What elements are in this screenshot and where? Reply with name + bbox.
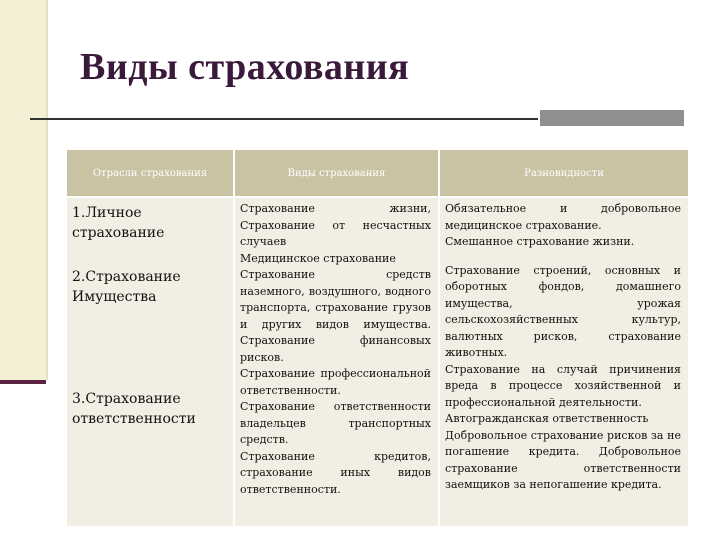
type-credit: Страхование кредитов, страхование иных видов ответственности.	[240, 449, 431, 496]
category-liability: 3.Страхование ответственности	[72, 391, 196, 427]
types-cell	[234, 197, 439, 527]
decorative-side-stripe	[46, 0, 48, 380]
slide-title: Виды страхования	[80, 46, 410, 88]
type-property: Страхование средств наземного, воздушного, водного транспорта, страхование грузов и других видов имущества. Страхование финансовых рисков.	[240, 268, 431, 364]
category-property: 2.Страхование Имущества	[72, 269, 181, 305]
variant-property: Страхование строений, основных и оборотных фондов, домашнего имущества, урожая сельскохозяйственных культур, валютных рисков, страхование животных.	[445, 263, 681, 359]
type-medical: Медицинское страхование	[240, 251, 396, 265]
variant-medical: Обязательное и добровольное медицинское страхование.	[445, 202, 681, 232]
variant-credit: Добровольное страхование рисков за не погашение кредита. Добровольное страхование ответственности заемщиков за непогашение кредита.	[445, 428, 681, 491]
type-vehicle-owners: Страхование ответственности владельцев транспортных средств.	[240, 400, 431, 446]
type-professional: Страхование профессиональной ответственности.	[240, 367, 431, 397]
header-variants: Разновидности	[439, 149, 689, 197]
title-accent-bar	[540, 110, 684, 126]
decorative-side-accent	[0, 380, 46, 384]
categories-cell	[66, 197, 234, 527]
type-life-accident: Страхование жизни, Страхование от несчастных случаев	[240, 202, 431, 248]
variant-harm: Страхование на случай причинения вреда в процессе хозяйственной и профессиональной деятельности.	[445, 362, 681, 409]
decorative-side-bar	[0, 0, 46, 380]
insurance-types-table	[65, 148, 690, 528]
category-personal: 1.Личное страхование	[72, 205, 165, 241]
header-types: Виды страхования	[234, 149, 439, 197]
table-header-row	[66, 149, 689, 197]
variant-mixed-life: Смешанное страхование жизни.	[445, 235, 635, 248]
table-row	[66, 197, 689, 527]
variant-motor-liability: Автогражданская ответственность	[445, 412, 649, 425]
variants-cell	[439, 197, 689, 527]
header-branches: Отрасли страхования	[66, 149, 234, 197]
title-underline	[30, 118, 538, 120]
